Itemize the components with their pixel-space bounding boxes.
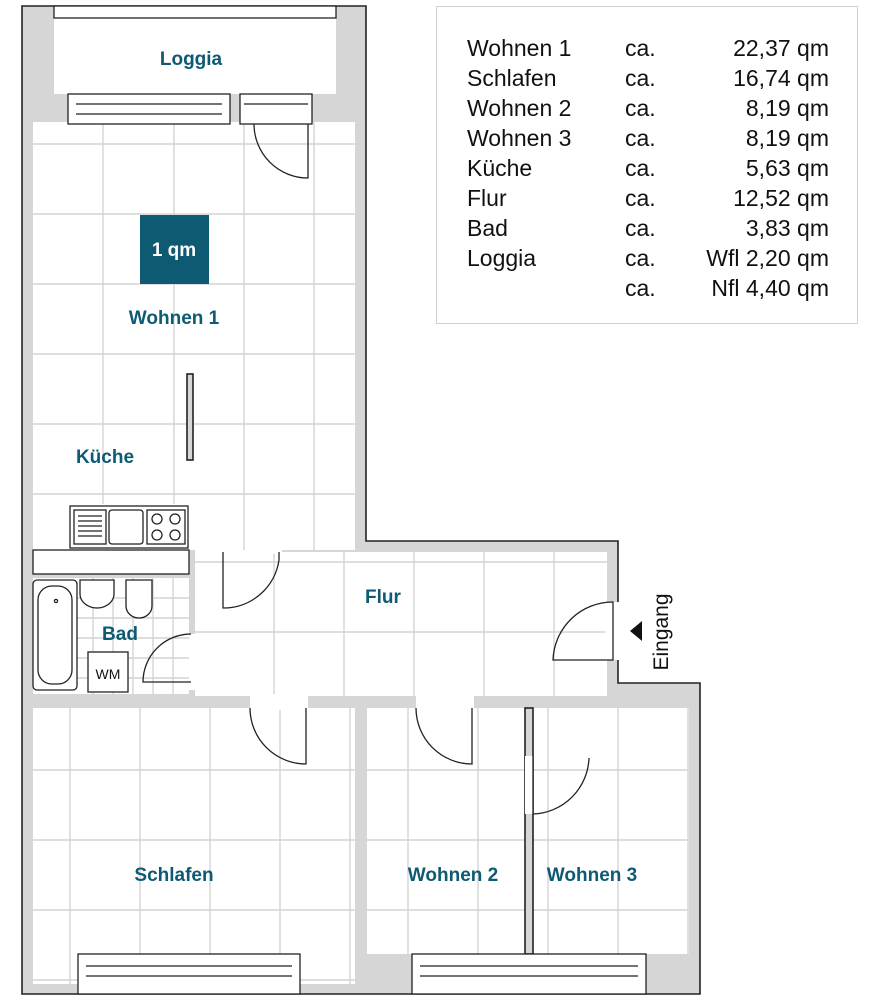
area-row (467, 125, 829, 155)
area-room-name: Bad (467, 215, 508, 241)
entrance-label: Eingang (650, 593, 673, 671)
area-approx: ca. (625, 95, 656, 121)
room-label-wohnen3: Wohnen 3 (546, 865, 638, 886)
area-row (467, 155, 829, 185)
area-row (467, 185, 829, 215)
wall-w2-w3 (525, 708, 533, 954)
kitchen-fixtures (70, 506, 188, 548)
room-label-wohnen1: Wohnen 1 (128, 308, 220, 329)
kitchen-sink-icon (109, 510, 143, 544)
area-approx: ca. (625, 155, 656, 181)
sink-drainboard-icon (74, 510, 106, 544)
area-row (467, 35, 829, 65)
entrance-arrow-icon (630, 621, 642, 641)
room-label-flur: Flur (365, 587, 401, 608)
area-room-name: Loggia (467, 245, 537, 271)
area-approx: ca. (625, 215, 656, 241)
area-value: 22,37 qm (733, 35, 829, 61)
area-approx: ca. (625, 185, 656, 211)
area-approx: ca. (625, 65, 656, 91)
area-value: 8,19 qm (745, 125, 829, 151)
room-label-loggia: Loggia (159, 49, 223, 70)
area-row (467, 245, 829, 275)
sink-icon (80, 580, 114, 608)
area-room-name: Wohnen 1 (467, 35, 572, 61)
area-room-name: Schlafen (467, 65, 557, 91)
area-table (436, 6, 858, 324)
area-row (467, 95, 829, 125)
area-row (467, 275, 829, 305)
area-approx: ca. (625, 35, 656, 61)
area-value: 5,63 qm (745, 155, 829, 181)
area-room-name: Küche (467, 155, 533, 181)
room-divider (187, 374, 193, 460)
floor-wohnen1 (33, 122, 355, 550)
area-value: 16,74 qm (733, 65, 829, 91)
room-label-wohnen2: Wohnen 2 (407, 865, 499, 886)
floor-wohnen3 (533, 708, 689, 954)
area-room-name: Wohnen 3 (467, 125, 572, 151)
area-row (467, 65, 829, 95)
area-approx: ca. (625, 275, 656, 301)
floor-schlafen (33, 708, 355, 984)
kitchen-counter-back (33, 550, 189, 574)
scale-marker-label: 1 qm (151, 240, 197, 261)
area-approx: ca. (625, 245, 656, 271)
floor-wohnen2 (367, 708, 525, 954)
area-room-name: Wohnen 2 (467, 95, 572, 121)
room-label-kueche: Küche (75, 447, 135, 468)
area-row (467, 215, 829, 245)
area-value: Wfl 2,20 qm (706, 245, 829, 271)
floor-flur (195, 550, 607, 696)
stove-icon (147, 510, 185, 544)
washer-label: WM (95, 666, 121, 682)
area-value: 3,83 qm (745, 215, 829, 241)
area-value: 8,19 qm (745, 95, 829, 121)
area-value: 12,52 qm (733, 185, 829, 211)
area-room-name: Flur (467, 185, 507, 211)
area-value: Nfl 4,40 qm (711, 275, 829, 301)
room-label-schlafen: Schlafen (134, 865, 214, 886)
toilet-icon (126, 580, 152, 618)
room-label-bad: Bad (102, 624, 138, 645)
area-approx: ca. (625, 125, 656, 151)
